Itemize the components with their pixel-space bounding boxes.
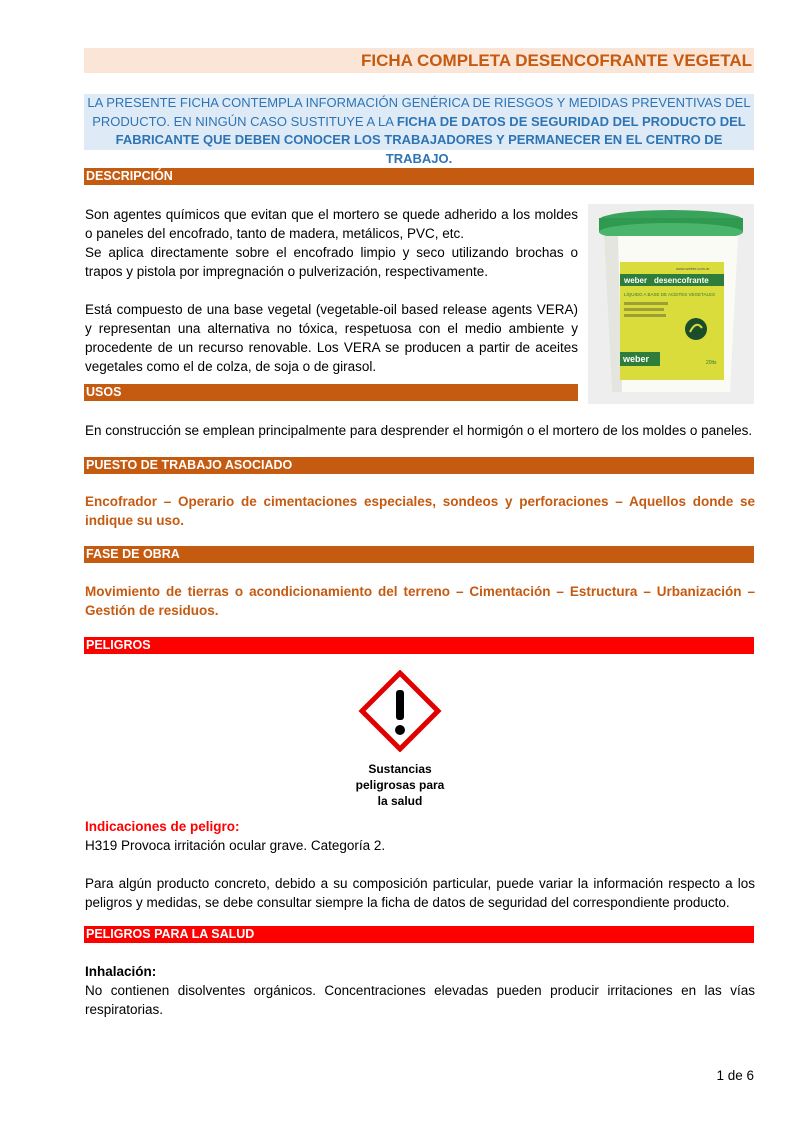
puesto-text: Encofrador – Operario de cimentaciones especiales, sondeos y perforaciones – Aquellos donde se indique su uso. (85, 494, 755, 528)
section-fase-label: FASE DE OBRA (86, 547, 180, 561)
indicaciones-h319: H319 Provoca irritación ocular grave. Categoría 2. (85, 838, 386, 853)
descripcion-p3: Está compuesto de una base vegetal (vegetable-oil based release agents VERA) y representan una alternativa no tóxica, respetuosa con el medio ambiente y procedente de un recurso renovable. Los VERA se producen a partir de aceites vegetales como el de colza, de soja o de girasol. (85, 302, 578, 374)
bucket-brand-text: weber (624, 276, 648, 285)
section-fase (84, 546, 754, 563)
bucket-subtitle-text: LÍQUIDO A BASE DE ACEITES VEGETALES (624, 292, 715, 297)
section-descripcion (84, 168, 754, 185)
indicaciones-heading: Indicaciones de peligro: (85, 819, 240, 834)
notice-normal-text: LA PRESENTE FICHA CONTEMPLA INFORMACIÓN GENÉRICA DE RIESGOS Y MEDIDAS PREVENTIVAS DEL PRODUCTO. EN NINGÚN CASO SUSTITUYE A LA (87, 95, 751, 129)
bucket-site-text: www.weber.com.ar (676, 266, 710, 271)
product-image (588, 204, 754, 404)
fase-text: Movimiento de tierras o acondicionamiento del terreno – Cimentación – Estructura – Urbanización – Gestión de residuos. (85, 584, 755, 618)
section-peligros (84, 637, 754, 654)
bucket-logo-text: weber (623, 354, 650, 364)
pictogram-label (330, 761, 470, 809)
section-puesto-label: PUESTO DE TRABAJO ASOCIADO (86, 458, 293, 472)
notice-bold-text: FICHA DE DATOS DE SEGURIDAD DEL PRODUCTO DEL FABRICANTE QUE DEBEN CONOCER LOS TRABAJADORES Y PERMANECER EN EL CENTRO DE TRABAJO. (115, 113, 746, 166)
document-title-bar (84, 48, 754, 73)
descripcion-p2: Se aplica directamente sobre el encofrado limpio y seco utilizando brochas o trapos y pistola por impregnación o pulverización, respectivamente. (85, 245, 578, 279)
safety-notice (84, 94, 754, 166)
section-peligros-salud-label: PELIGROS PARA LA SALUD (86, 927, 255, 941)
section-peligros-salud (84, 926, 754, 943)
section-descripcion-label: DESCRIPCIÓN (86, 169, 173, 183)
ghs-pictogram (330, 670, 470, 809)
indicaciones-block (85, 817, 755, 912)
pictogram-label-line2: peligrosas para (355, 778, 445, 792)
inhalacion-text: No contienen disolventes orgánicos. Concentraciones elevadas pueden producir irritaciones en las vías respiratorias. (85, 983, 755, 1017)
descripcion-block (85, 205, 578, 376)
descripcion-p1: Son agentes químicos que evitan que el mortero se quede adherido a los moldes o paneles del encofrado, tanto de madera, metálicos, PVC, etc. (85, 207, 578, 241)
page-number: 1 de 6 (716, 1068, 754, 1083)
salud-block (85, 962, 755, 1019)
section-peligros-label: PELIGROS (86, 638, 151, 652)
section-usos (84, 384, 578, 401)
bucket-product-text: desencofrante (654, 276, 709, 285)
usos-text: En construcción se emplean principalmente para desprender el hormigón o el mortero de los moldes o paneles. (85, 423, 753, 438)
pictogram-label-line1: Sustancias (368, 762, 432, 776)
document-title: FICHA COMPLETA DESENCOFRANTE VEGETAL (361, 51, 752, 70)
section-usos-label: USOS (86, 385, 122, 399)
bucket-volume-text: 20lts (706, 360, 717, 366)
inhalacion-heading: Inhalación: (85, 964, 157, 979)
indicaciones-note: Para algún producto concreto, debido a su composición particular, puede variar la información respecto a los peligros y medidas, se debe consultar siempre la ficha de datos de seguridad del correspondiente producto. (85, 876, 755, 910)
section-puesto (84, 457, 754, 474)
bucket-illustration (588, 204, 754, 404)
exclamation-hazard-icon (330, 670, 470, 752)
pictogram-label-line3: la salud (377, 794, 423, 808)
